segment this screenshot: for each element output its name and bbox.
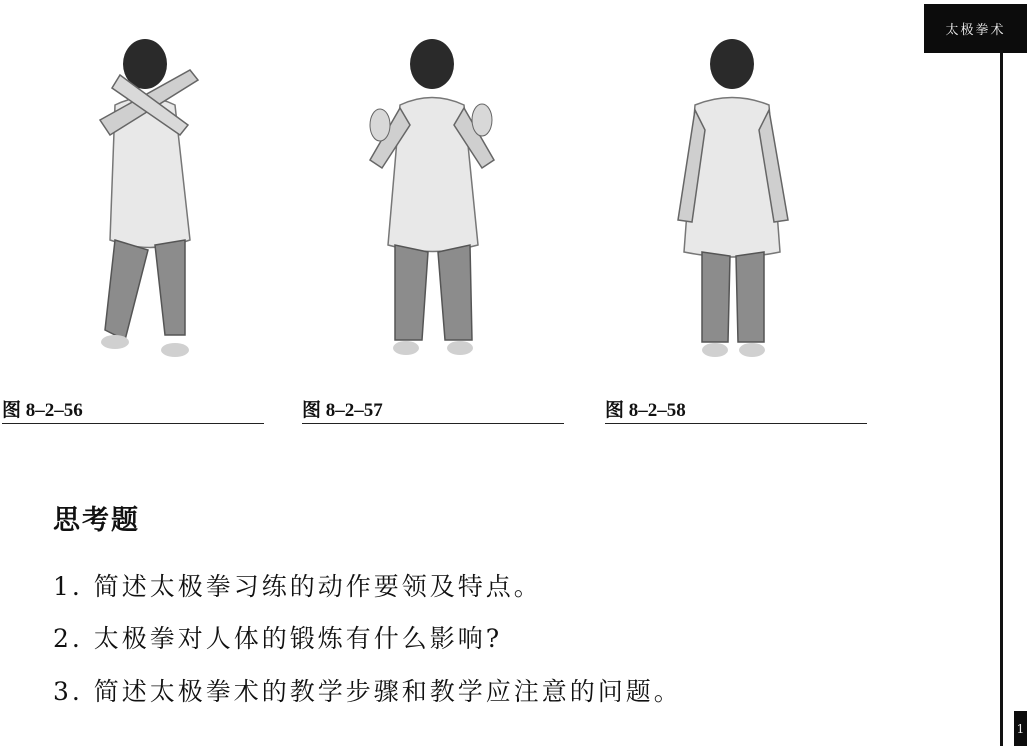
question-item-3: 3. 简述太极拳术的教学步骤和教学应注意的问题。: [53, 677, 682, 706]
section-tab: 太极拳术: [924, 4, 1027, 53]
raised-palms-figure-icon: [360, 30, 620, 370]
figure-crossed-arms-figure: [60, 30, 320, 370]
crossed-arms-figure-icon: [60, 30, 320, 370]
margin-rule: [1000, 50, 1003, 746]
figure-caption-56: 图 8–2–56: [2, 395, 264, 424]
question-item-1: 1. 简述太极拳习练的动作要领及特点。: [53, 572, 542, 601]
questions-title: 思考题: [53, 505, 140, 536]
figure-caption-58: 图 8–2–58: [605, 395, 867, 424]
page-number-tab: 1: [1014, 711, 1027, 746]
standing-figure-icon: [660, 30, 920, 370]
figure-standing-figure: [660, 30, 920, 370]
question-item-2: 2. 太极拳对人体的锻炼有什么影响?: [53, 624, 503, 653]
figure-caption-57: 图 8–2–57: [302, 395, 564, 424]
figure-raised-palms-figure: [360, 30, 620, 370]
